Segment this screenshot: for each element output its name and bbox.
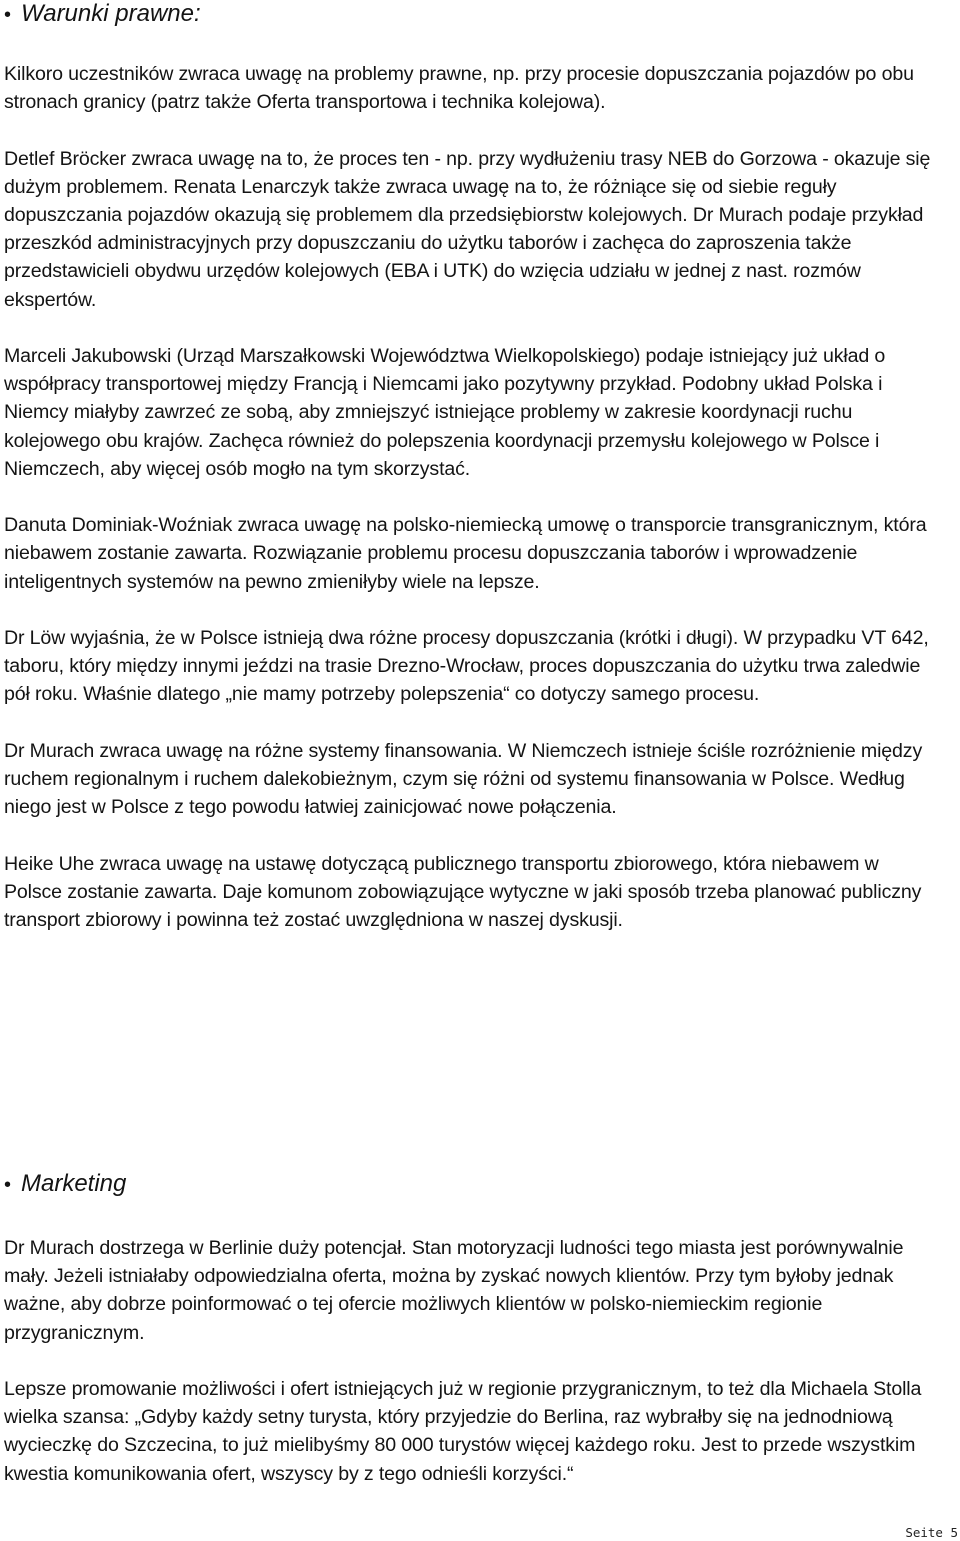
- bullet-icon: •: [4, 1174, 12, 1196]
- paragraph: Dr Murach dostrzega w Berlinie duży potencjał. Stan motoryzacji ludności tego miasta jest porównywalnie mały. Jeżeli istniałaby odpowiedzialna oferta, można by zyskać nowych klientów. Przy tym byłoby jednak ważne, aby dobrze poinformować o tej ofercie możliwych klientów w polsko-niemieckim regionie przygranicznym.: [4, 1237, 904, 1344]
- heading-text: Warunki prawne:: [21, 0, 201, 27]
- paragraph: Marceli Jakubowski (Urząd Marszałkowski Województwa Wielkopolskiego) podaje istniejący już układ o współpracy transportowej między Francją i Niemcami jako pozytywny przykład. Podobny układ Polska i Niemcy miałyby zawrzeć ze sobą, aby zmniejszyć istniejące problemy w zakresie koordynacji ruchu kolejowego obu krajów. Zachęca również do polepszenia koordynacji przemysłu kolejowego w Polsce i Niemczech, aby więcej osób mogło na tym skorzystać.: [4, 345, 886, 480]
- paragraph: Kilkoro uczestników zwraca uwagę na problemy prawne, np. przy procesie dopuszczania pojazdów po obu stronach granicy (patrz także Oferta transportowa i technika kolejowa).: [4, 63, 914, 114]
- paragraph: Lepsze promowanie możliwości i ofert istniejących już w regionie przygranicznym, to też dla Michaela Stolla wielka szansa: „Gdyby każdy setny turysta, który przyjedzie do Berlina, raz wybrałby się na jednodniową wycieczkę do Szczecina, to już mielibyśmy 80 000 turystów więcej każdego roku. Jest to przede wszystkim kwestia komunikowania ofert, wszyscy by z tego odnieśli korzyści.“: [4, 1378, 922, 1485]
- paragraph: Danuta Dominiak-Woźniak zwraca uwagę na polsko-niemiecką umowę o transporcie transgranicznym, która niebawem zostanie zawarta. Rozwiązanie problemu procesu dopuszczania taborów i wprowadzenie inteligentnych systemów na pewno zmieniłyby wiele na lepsze.: [4, 514, 927, 593]
- section-heading-marketing: [4, 1170, 126, 1199]
- paragraph: Detlef Bröcker zwraca uwagę na to, że proces ten - np. przy wydłużeniu trasy NEB do Gorzowa - okazuje się dużym problemem. Renata Lenarczyk także zwraca uwagę na to, że różniące się od siebie reguły dopuszczania pojazdów okazują się problemem dla przedsiębiorstw kolejowych. Dr Murach podaje przykład przeszkód administracyjnych przy dopuszczaniu do użytku taborów i zachęca do zaproszenia także przedstawicieli obydwu urzędów kolejowych (EBA i UTK) do wzięcia udziału w jednej z nast. rozmów ekspertów.: [4, 147, 931, 311]
- section-body-marketing: [4, 1234, 934, 1488]
- bullet-icon: •: [4, 4, 12, 26]
- paragraph: Heike Uhe zwraca uwagę na ustawę dotyczącą publicznego transportu zbiorowego, która niebawem w Polsce zostanie zawarta. Daje komunom zobowiązujące wytyczne w jaki sposób trzeba planować publiczny transport zbiorowy i powinna też zostać uwzględniona w naszej dyskusji.: [4, 852, 922, 931]
- heading-text: Marketing: [21, 1170, 127, 1197]
- section-heading-legal: [4, 0, 201, 29]
- paragraph: Dr Murach zwraca uwagę na różne systemy finansowania. W Niemczech istnieje ściśle rozróżnienie między ruchem regionalnym i ruchem dalekobieżnym, czym się różni od systemu finansowania w Polsce. Według niego jest w Polsce z tego powodu łatwiej zainicjować nowe połączenia.: [4, 739, 923, 819]
- section-body-legal: [4, 60, 934, 962]
- page-number: Seite 5: [905, 1525, 958, 1540]
- paragraph: Dr Löw wyjaśnia, że w Polsce istnieją dwa różne procesy dopuszczania (krótki i długi). W przypadku VT 642, taboru, który między innymi jeździ na trasie Drezno-Wrocław, proces dopuszczania do użytku trwa zaledwie pół roku. Właśnie dlatego „nie mamy potrzeby polepszenia“ co dotyczy samego procesu.: [4, 627, 929, 706]
